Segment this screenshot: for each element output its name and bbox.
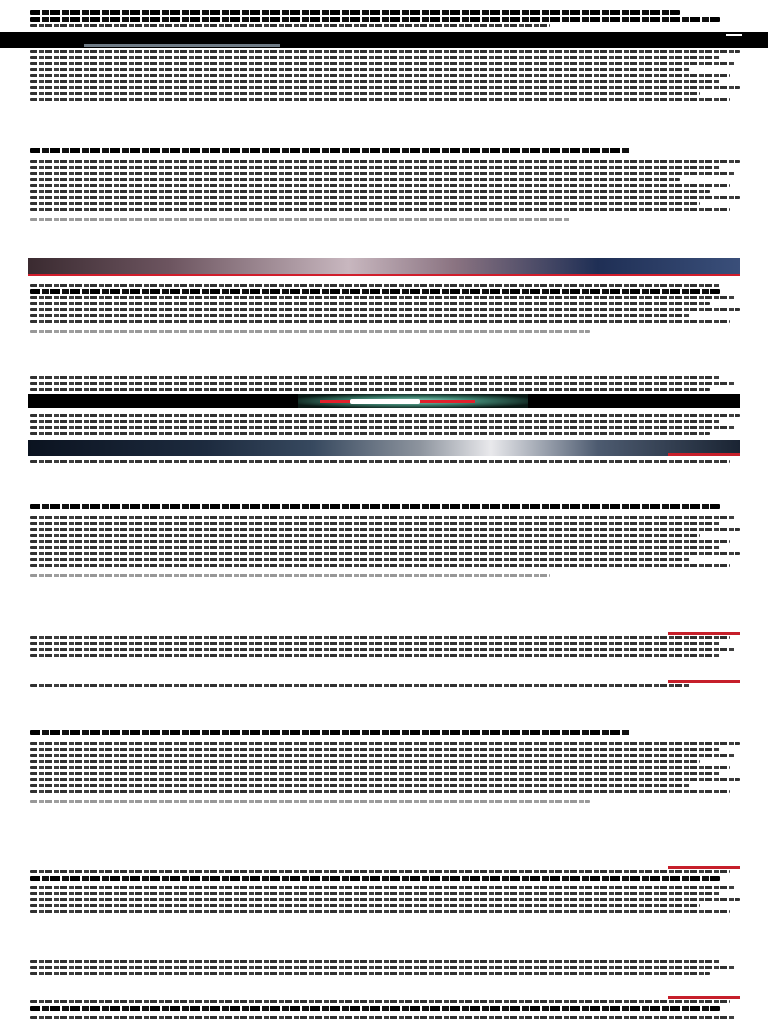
- section-heading: [30, 148, 630, 153]
- paragraph-line: [30, 684, 690, 687]
- headline-line: [30, 10, 680, 15]
- paragraph-line: [30, 966, 735, 969]
- paragraph-line: [30, 80, 720, 83]
- paragraph-line: [30, 886, 735, 889]
- paragraph-line: [30, 754, 735, 757]
- paragraph-line: [30, 190, 710, 193]
- paragraph-line: [30, 516, 735, 519]
- paragraph-line: [30, 904, 700, 907]
- paragraph-line: [30, 648, 735, 651]
- caption-line: [30, 574, 550, 577]
- paragraph-line: [30, 898, 740, 901]
- paragraph-line: [30, 160, 740, 163]
- paragraph-line: [30, 742, 740, 745]
- paragraph-line: [30, 760, 700, 763]
- reading-progress-bar: [84, 44, 280, 47]
- paragraph-line: [30, 208, 730, 211]
- paragraph-line: [30, 92, 700, 95]
- image-accent-line: [668, 453, 740, 456]
- paragraph-line: [30, 870, 730, 873]
- paragraph-line: [30, 892, 720, 895]
- paragraph-line: [30, 420, 720, 423]
- paragraph-line: [30, 460, 730, 463]
- paragraph-line: [30, 202, 700, 205]
- paragraph-line: [30, 546, 720, 549]
- paragraph-line: [30, 564, 730, 567]
- paragraph-line: [30, 972, 710, 975]
- paragraph-line: [30, 1016, 735, 1019]
- paragraph-line: [30, 184, 730, 187]
- section-heading: [30, 504, 720, 509]
- paragraph-line: [30, 284, 720, 287]
- paragraph-line: [30, 388, 710, 391]
- paragraph-line: [30, 382, 735, 385]
- paragraph-line: [30, 302, 710, 305]
- paragraph-line: [30, 636, 730, 639]
- article-image[interactable]: [28, 258, 740, 276]
- article-image[interactable]: [28, 440, 740, 456]
- paragraph-line: [30, 432, 710, 435]
- paragraph-line: [30, 748, 720, 751]
- paragraph-line: [30, 784, 690, 787]
- caption-line: [30, 800, 590, 803]
- paragraph-line: [30, 166, 720, 169]
- paragraph-line: [30, 376, 720, 379]
- paragraph-line: [30, 540, 730, 543]
- paragraph-line: [30, 50, 740, 53]
- red-divider: [668, 996, 740, 999]
- paragraph-line: [30, 86, 740, 89]
- paragraph-line: [30, 74, 730, 77]
- red-divider: [668, 680, 740, 683]
- paragraph-line: [30, 552, 740, 555]
- paragraph-line: [30, 910, 730, 913]
- paragraph-line: [30, 528, 740, 531]
- paragraph-line: [30, 766, 730, 769]
- paragraph-line: [30, 790, 730, 793]
- paragraph-line: [30, 772, 720, 775]
- paragraph-line: [30, 522, 720, 525]
- paragraph-line: [30, 172, 735, 175]
- caption-line: [30, 330, 590, 333]
- paragraph-line: [30, 426, 735, 429]
- paragraph-line: [30, 320, 730, 323]
- headline-line: [30, 24, 550, 27]
- paragraph-line: [30, 56, 720, 59]
- caption-line: [30, 218, 570, 221]
- headline-line: [30, 17, 720, 22]
- paragraph-line: [30, 296, 735, 299]
- paragraph-line: [30, 308, 740, 311]
- red-divider: [668, 866, 740, 869]
- section-heading: [30, 730, 630, 735]
- paragraph-line: [30, 98, 730, 101]
- paragraph-line: [30, 178, 680, 181]
- paragraph-line: [30, 654, 720, 657]
- paragraph-line: [30, 534, 700, 537]
- paragraph-line: [30, 960, 720, 963]
- section-heading: [30, 1006, 720, 1011]
- paragraph-line: [30, 314, 690, 317]
- menu-icon[interactable]: [726, 34, 742, 36]
- section-heading: [30, 289, 720, 294]
- paragraph-line: [30, 642, 720, 645]
- video-progress[interactable]: [320, 400, 475, 403]
- section-heading: [30, 876, 720, 881]
- paragraph-line: [30, 68, 690, 71]
- paragraph-line: [30, 1000, 730, 1003]
- paragraph-line: [30, 778, 740, 781]
- image-accent-line: [28, 274, 740, 276]
- paragraph-line: [30, 414, 740, 417]
- paragraph-line: [30, 558, 690, 561]
- embedded-video[interactable]: [28, 394, 740, 408]
- paragraph-line: [30, 62, 735, 65]
- paragraph-line: [30, 196, 740, 199]
- red-divider: [668, 632, 740, 635]
- page-header: [0, 0, 768, 32]
